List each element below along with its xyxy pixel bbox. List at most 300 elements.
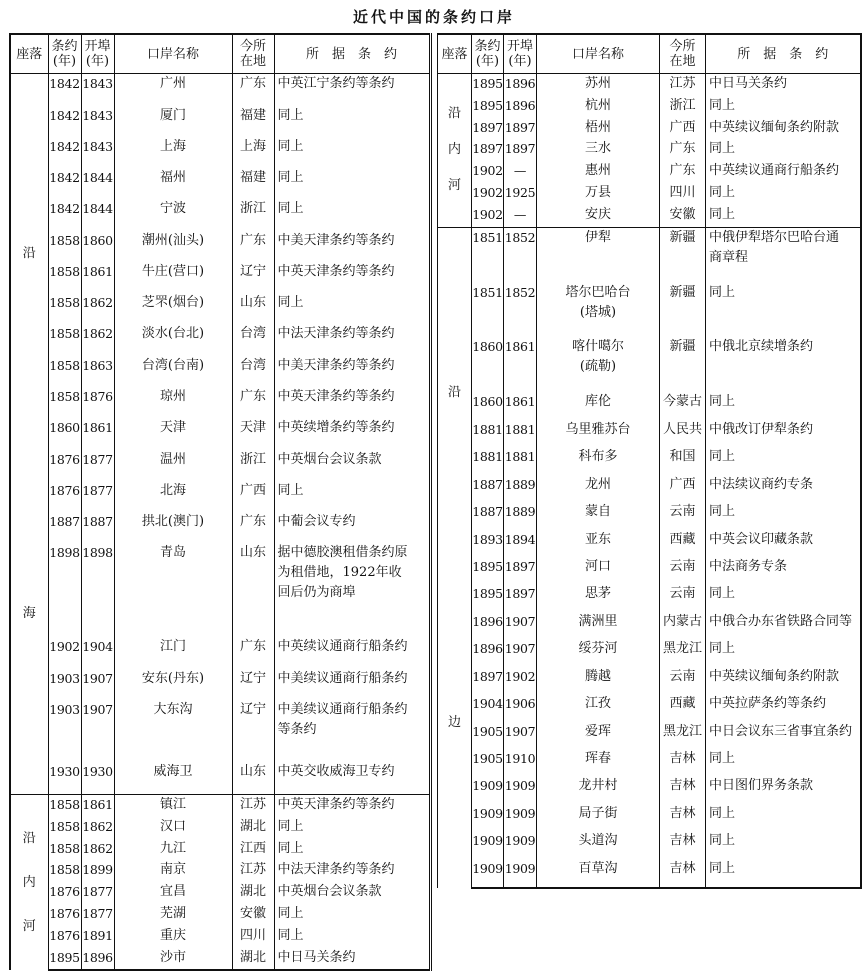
table-row <box>10 418 430 449</box>
table-row <box>10 795 430 817</box>
treaty-basis-line: 中英续议通商行船条约 <box>709 163 840 179</box>
treaty-basis-line: 中英续议缅甸条约附款 <box>709 668 840 684</box>
treaty-basis-line: 等条约 <box>277 721 317 737</box>
location: 湖北 <box>232 948 274 971</box>
open-year: 1861 <box>81 418 114 449</box>
location: 云南 <box>660 557 706 584</box>
header-treaty-year: 条约 (年) <box>472 34 504 74</box>
port-name <box>537 557 660 584</box>
location: 浙江 <box>232 199 274 230</box>
treaty-year: 1858 <box>48 293 81 324</box>
treaty-basis-line: 中英天津条约等条约 <box>277 797 395 812</box>
header-open-year: 开埠 (年) <box>81 34 114 74</box>
port-name: 镇江 <box>114 795 232 817</box>
table-row <box>438 337 861 392</box>
treaty-basis-line: 中英拉萨条约等条约 <box>709 696 827 712</box>
open-year: 1852 <box>504 283 537 338</box>
location: 广西 <box>232 481 274 512</box>
treaty-basis-line: 中俄合办东省铁路合同等 <box>709 613 853 629</box>
open-year: 1909 <box>504 831 537 858</box>
treaty-basis <box>706 227 861 283</box>
table-row <box>438 392 861 419</box>
treaty-basis-line: 同上 <box>709 805 736 821</box>
open-year: 1907 <box>81 700 114 763</box>
port-name: 三水 <box>537 139 660 161</box>
treaty-basis <box>274 948 430 971</box>
table-row <box>438 557 861 584</box>
region-label-river <box>10 795 48 971</box>
table-row <box>438 205 861 227</box>
treaty-basis-line: 中法天津条约等条约 <box>277 326 395 342</box>
treaty-basis <box>706 667 861 694</box>
location: 广东 <box>232 231 274 262</box>
location: 浙江 <box>660 96 706 118</box>
header-port: 口岸名称 <box>114 34 232 74</box>
treaty-year: 1858 <box>48 839 81 861</box>
location: 四川 <box>660 183 706 205</box>
region-char: 沿 <box>22 830 36 846</box>
port-name <box>537 447 660 474</box>
treaty-year: 1858 <box>48 231 81 262</box>
treaty-year: 1895 <box>472 96 504 118</box>
table-row <box>10 839 430 861</box>
port-name <box>537 584 660 611</box>
header-basis: 所 据 条 约 <box>274 34 430 74</box>
port-name <box>537 804 660 831</box>
port-name: 厦门 <box>114 106 232 137</box>
treaty-basis-line: 同上 <box>277 107 304 123</box>
port-name <box>537 859 660 888</box>
treaty-year: 1903 <box>48 700 81 763</box>
port-name-line: 腾越 <box>584 668 611 684</box>
treaty-basis <box>706 639 861 666</box>
treaty-basis <box>706 205 861 227</box>
table-row <box>10 168 430 199</box>
treaty-year: 1842 <box>48 168 81 199</box>
port-name-line: 局子街 <box>578 805 618 821</box>
port-name-line: 满洲里 <box>578 613 618 629</box>
region-char: 沿 <box>447 384 461 400</box>
treaty-basis-line: 中美续议通商行船条约 <box>277 701 408 717</box>
location: 内蒙古 <box>660 612 706 639</box>
open-year: 1891 <box>81 926 114 948</box>
treaty-basis <box>706 283 861 338</box>
open-year: 1862 <box>81 839 114 861</box>
table-row <box>10 762 430 794</box>
location: 江苏 <box>660 74 706 96</box>
port-name: 台湾(台南) <box>114 356 232 387</box>
treaty-year: 1895 <box>472 584 504 611</box>
header-port: 口岸名称 <box>537 34 660 74</box>
treaty-basis <box>706 183 861 205</box>
open-year: 1889 <box>504 475 537 502</box>
treaty-year: 1858 <box>48 860 81 882</box>
treaty-basis-line: 中美天津条约等条约 <box>277 357 395 373</box>
port-name-line: 伊犁 <box>584 229 611 245</box>
header-location: 今所 在地 <box>232 34 274 74</box>
treaty-basis <box>706 612 861 639</box>
location: 广东 <box>232 512 274 543</box>
location: 吉林 <box>660 831 706 858</box>
table-row <box>438 283 861 338</box>
treaty-year: 1860 <box>472 337 504 392</box>
location: 新疆 <box>660 337 706 392</box>
table-row <box>10 926 430 948</box>
treaty-year: 1902 <box>48 637 81 668</box>
table-row <box>10 231 430 262</box>
treaty-basis <box>706 475 861 502</box>
port-name: 芜湖 <box>114 904 232 926</box>
treaty-basis-line: 中美续议通商行船条约 <box>277 670 408 686</box>
treaty-year: 1887 <box>48 512 81 543</box>
table-row <box>10 106 430 137</box>
port-name: 杭州 <box>537 96 660 118</box>
treaty-year: 1842 <box>48 106 81 137</box>
open-year: 1863 <box>81 356 114 387</box>
treaty-basis-line: 中英烟台会议条款 <box>277 884 382 900</box>
header-location: 今所 在地 <box>660 34 706 74</box>
treaty-basis-line: 同上 <box>709 206 736 222</box>
table-row <box>438 584 861 611</box>
treaty-year: 1902 <box>472 205 504 227</box>
location: 吉林 <box>660 804 706 831</box>
table-row <box>10 512 430 543</box>
open-year: 1899 <box>81 860 114 882</box>
location: 上海 <box>232 137 274 168</box>
treaty-basis <box>706 859 861 888</box>
port-name <box>537 227 660 283</box>
table-row <box>438 227 861 283</box>
treaty-basis-line: 中日会议东三省事宜条约 <box>709 723 853 739</box>
table-row <box>438 667 861 694</box>
treaty-basis <box>274 512 430 543</box>
port-name: 大东沟 <box>114 700 232 763</box>
table-row <box>10 137 430 168</box>
open-year: 1896 <box>504 74 537 96</box>
port-name-line: 头道沟 <box>578 833 618 849</box>
treaty-basis-line: 同上 <box>709 97 736 113</box>
treaty-basis-line: 同上 <box>709 184 736 200</box>
port-name-line: 乌里雅苏台 <box>565 421 631 437</box>
treaty-basis-line: 同上 <box>277 905 304 921</box>
open-year: 1907 <box>81 669 114 700</box>
treaty-basis <box>274 418 430 449</box>
open-year: 1896 <box>504 96 537 118</box>
port-name-line: 塔尔巴哈台 <box>565 284 631 300</box>
treaty-basis <box>274 926 430 948</box>
treaty-year: 1842 <box>48 74 81 106</box>
table-row <box>438 639 861 666</box>
port-name <box>537 530 660 557</box>
table-row <box>10 700 430 763</box>
treaty-year: 1851 <box>472 227 504 283</box>
table-row <box>438 776 861 803</box>
treaty-basis <box>706 118 861 140</box>
location: 和国 <box>660 447 706 474</box>
port-name: 琼州 <box>114 387 232 418</box>
treaty-basis-line: 同上 <box>277 138 304 154</box>
treaty-basis <box>274 199 430 230</box>
treaty-basis-line: 同上 <box>709 833 736 849</box>
table-row <box>438 694 861 721</box>
port-name <box>537 420 660 447</box>
location: 浙江 <box>232 450 274 481</box>
treaty-basis <box>706 776 861 803</box>
treaty-basis <box>274 860 430 882</box>
location: 人民共 <box>660 420 706 447</box>
location: 云南 <box>660 584 706 611</box>
port-name <box>537 667 660 694</box>
port-name-line: 江孜 <box>584 696 611 712</box>
open-year: 1925 <box>504 183 537 205</box>
port-name <box>537 392 660 419</box>
location: 辽宁 <box>232 669 274 700</box>
open-year: 1852 <box>504 227 537 283</box>
port-name <box>537 776 660 803</box>
open-year: 1907 <box>504 612 537 639</box>
port-name <box>537 283 660 338</box>
port-name <box>537 722 660 749</box>
open-year: 1897 <box>504 584 537 611</box>
open-year: 1907 <box>504 722 537 749</box>
open-year: 1861 <box>81 262 114 293</box>
treaty-year: 1897 <box>472 667 504 694</box>
treaty-basis <box>706 447 861 474</box>
treaty-year: 1858 <box>48 324 81 355</box>
treaty-basis-line: 同上 <box>277 840 304 856</box>
treaty-year: 1902 <box>472 161 504 183</box>
treaty-basis-line: 中日马关条约 <box>277 949 356 965</box>
port-name-line: 思茅 <box>584 586 611 602</box>
open-year: 1897 <box>504 118 537 140</box>
location: 湖北 <box>232 817 274 839</box>
open-year: — <box>504 161 537 183</box>
treaty-basis <box>706 584 861 611</box>
port-name <box>537 475 660 502</box>
treaty-basis <box>706 392 861 419</box>
port-name: 威海卫 <box>114 762 232 794</box>
port-name: 牛庄(营口) <box>114 262 232 293</box>
treaty-basis <box>706 530 861 557</box>
table-row <box>10 324 430 355</box>
table-row <box>438 530 861 557</box>
region-char: 沿 <box>447 106 461 122</box>
treaty-basis-line: 同上 <box>277 295 304 311</box>
open-year: 1877 <box>81 450 114 481</box>
open-year: 1862 <box>81 324 114 355</box>
port-name-line: 科布多 <box>578 449 618 465</box>
treaty-year: 1903 <box>48 669 81 700</box>
location: 山东 <box>232 293 274 324</box>
treaty-year: 1876 <box>48 904 81 926</box>
table-row <box>10 817 430 839</box>
port-name: 淡水(台北) <box>114 324 232 355</box>
open-year: 1881 <box>504 447 537 474</box>
treaty-basis <box>274 904 430 926</box>
treaty-basis-line: 中法天津条约等条约 <box>277 862 395 878</box>
open-year: 1860 <box>81 231 114 262</box>
open-year: 1896 <box>81 948 114 971</box>
port-name: 沙市 <box>114 948 232 971</box>
treaty-year: 1876 <box>48 481 81 512</box>
location: 江西 <box>232 839 274 861</box>
port-name: 安庆 <box>537 205 660 227</box>
table-row <box>438 502 861 529</box>
table-row <box>438 96 861 118</box>
treaty-basis-line: 同上 <box>709 394 736 410</box>
table-row <box>10 262 430 293</box>
location: 广东 <box>232 637 274 668</box>
table-row <box>438 831 861 858</box>
port-name: 拱北(澳门) <box>114 512 232 543</box>
port-name <box>537 694 660 721</box>
open-year: 1904 <box>81 637 114 668</box>
treaty-year: 1909 <box>472 804 504 831</box>
location: 福建 <box>232 106 274 137</box>
treaty-basis-line: 中英天津条约等条约 <box>277 263 395 279</box>
table-row <box>10 74 430 106</box>
open-year: 1889 <box>504 502 537 529</box>
table-row <box>10 199 430 230</box>
table-row <box>10 948 430 971</box>
treaty-basis-line: 中英续增条约等条约 <box>277 420 395 436</box>
port-name: 安东(丹东) <box>114 669 232 700</box>
treaty-basis-line: 同上 <box>709 751 736 767</box>
treaty-basis-line: 同上 <box>709 141 736 157</box>
treaty-basis <box>274 637 430 668</box>
port-name: 上海 <box>114 137 232 168</box>
port-name: 福州 <box>114 168 232 199</box>
open-year: 1862 <box>81 293 114 324</box>
open-year: 1910 <box>504 749 537 776</box>
location: 吉林 <box>660 859 706 888</box>
location: 吉林 <box>660 749 706 776</box>
location: 今蒙古 <box>660 392 706 419</box>
treaty-basis <box>274 817 430 839</box>
open-year: 1861 <box>504 337 537 392</box>
treaty-basis-line: 中英烟台会议条款 <box>277 451 382 467</box>
header-region: 座落 <box>10 34 48 74</box>
table-row <box>438 118 861 140</box>
treaty-year: 1909 <box>472 831 504 858</box>
treaty-basis <box>274 450 430 481</box>
open-year: 1930 <box>81 762 114 794</box>
open-year: 1909 <box>504 776 537 803</box>
treaty-year: 1842 <box>48 137 81 168</box>
treaty-basis-line: 同上 <box>277 927 304 943</box>
treaty-basis <box>274 231 430 262</box>
open-year: 1909 <box>504 859 537 888</box>
port-name: 惠州 <box>537 161 660 183</box>
treaty-year: 1909 <box>472 776 504 803</box>
treaty-year: 1893 <box>472 530 504 557</box>
port-name-line: 绥芬河 <box>578 641 618 657</box>
port-name: 天津 <box>114 418 232 449</box>
treaty-year: 1858 <box>48 262 81 293</box>
table-row <box>438 420 861 447</box>
treaty-year: 1895 <box>48 948 81 971</box>
treaty-year: 1897 <box>472 139 504 161</box>
table-row <box>10 637 430 668</box>
location: 西藏 <box>660 694 706 721</box>
location: 广西 <box>660 475 706 502</box>
location: 广东 <box>232 74 274 106</box>
treaty-basis <box>274 543 430 637</box>
open-year: 1876 <box>81 387 114 418</box>
region-char: 内 <box>22 874 36 890</box>
location: 台湾 <box>232 324 274 355</box>
open-year: 1906 <box>504 694 537 721</box>
treaty-basis <box>274 324 430 355</box>
treaty-basis-line: 中日图们界务条款 <box>709 778 814 794</box>
treaty-basis-line: 同上 <box>709 284 736 300</box>
region-char: 海 <box>22 606 36 621</box>
treaty-basis <box>274 106 430 137</box>
treaty-basis <box>274 795 430 817</box>
treaty-year: 1858 <box>48 356 81 387</box>
location: 云南 <box>660 502 706 529</box>
table-row <box>438 139 861 161</box>
port-name-line: (疏勒) <box>579 359 617 375</box>
header-open-year: 开埠 (年) <box>504 34 537 74</box>
region-label-coast <box>10 74 48 795</box>
treaty-basis-line: 同上 <box>709 860 736 876</box>
treaty-basis-line: 中英江宁条约等条约 <box>277 76 395 91</box>
table-row <box>10 904 430 926</box>
table-row <box>438 749 861 776</box>
location: 黑龙江 <box>660 639 706 666</box>
treaty-year: 1930 <box>48 762 81 794</box>
port-name: 汉口 <box>114 817 232 839</box>
open-year: 1844 <box>81 168 114 199</box>
treaty-basis-line: 中美天津条约等条约 <box>277 232 395 248</box>
table-row <box>10 669 430 700</box>
treaty-basis <box>706 722 861 749</box>
open-year: 1843 <box>81 74 114 106</box>
treaty-year: 1887 <box>472 502 504 529</box>
treaty-basis <box>706 96 861 118</box>
port-name-line: (塔城) <box>579 304 617 320</box>
location: 广东 <box>660 161 706 183</box>
treaty-year: 1904 <box>472 694 504 721</box>
table-row <box>438 447 861 474</box>
treaty-basis <box>274 839 430 861</box>
treaty-basis-line: 中英续议通商行船条约 <box>277 639 408 655</box>
open-year: 1861 <box>81 795 114 817</box>
location: 四川 <box>232 926 274 948</box>
port-name: 潮州(汕头) <box>114 231 232 262</box>
treaty-basis <box>274 74 430 106</box>
open-year: 1894 <box>504 530 537 557</box>
port-name-line: 珲春 <box>584 751 611 767</box>
location: 安徽 <box>660 205 706 227</box>
treaty-year: 1876 <box>48 882 81 904</box>
open-year: 1877 <box>81 481 114 512</box>
location: 吉林 <box>660 776 706 803</box>
port-name-line: 爱珲 <box>584 723 611 739</box>
treaty-basis <box>706 161 861 183</box>
open-year: — <box>504 205 537 227</box>
port-name-line: 龙州 <box>584 476 611 492</box>
table-row <box>10 293 430 324</box>
table-row <box>438 161 861 183</box>
treaty-basis-line: 中葡会议专约 <box>277 514 356 530</box>
port-name: 青岛 <box>114 543 232 637</box>
port-name-line: 喀什噶尔 <box>571 339 624 355</box>
location: 台湾 <box>232 356 274 387</box>
treaty-basis-line: 中法商务专条 <box>709 558 788 574</box>
treaty-basis-line: 同上 <box>709 641 736 657</box>
